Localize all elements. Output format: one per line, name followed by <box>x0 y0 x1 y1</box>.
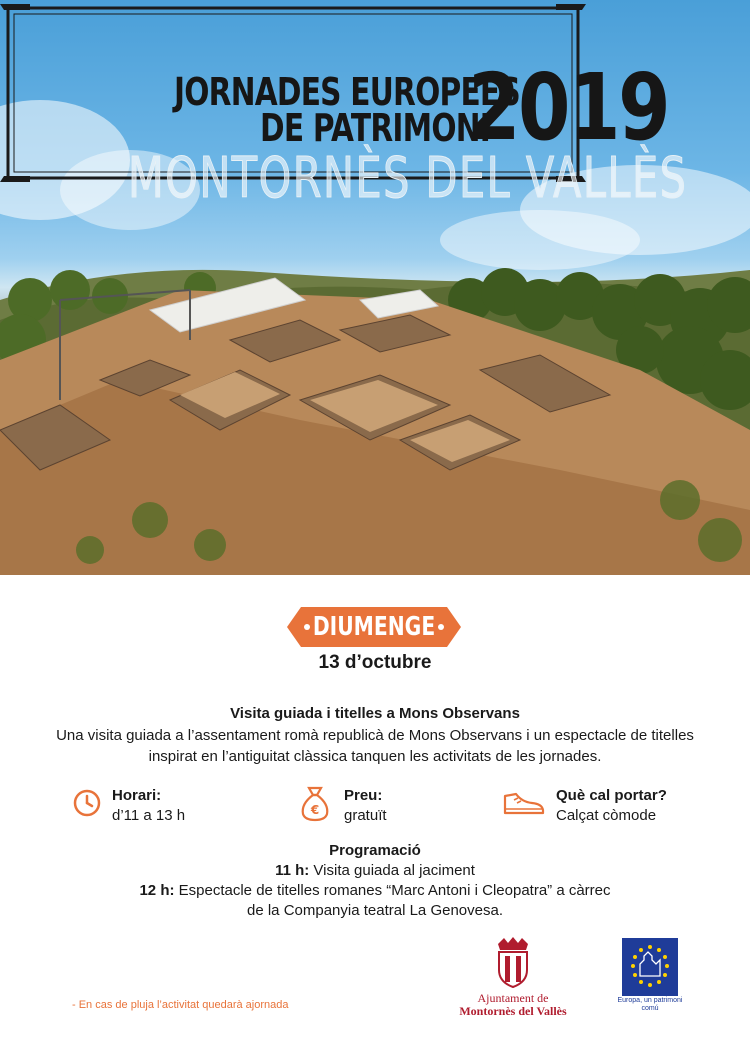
program-item-text: Visita guiada al jaciment <box>309 862 475 879</box>
program-item-text: Espectacle de titelles romanes “Marc Antoni i Cleopatra” a càrrec <box>174 882 611 899</box>
bring-info <box>556 786 667 826</box>
shoe-icon <box>502 790 546 816</box>
event-date: 13 d’octubre <box>318 652 432 673</box>
council-coat-of-arms-icon <box>494 936 532 988</box>
event-title: Visita guiada i titelles a Mons Observans <box>230 705 520 722</box>
clock-icon <box>72 788 102 818</box>
header-line-2: DE PATRIMONI <box>260 106 491 150</box>
day-label: DIUMENGE <box>312 612 436 642</box>
program-item <box>0 901 750 921</box>
schedule-label: Horari: <box>112 787 162 804</box>
program-item-time: 11 h: <box>275 862 310 879</box>
program-title: Programació <box>329 842 421 859</box>
eu-caption: Europa, un patrimoni comú <box>617 997 683 1012</box>
schedule-info <box>112 786 185 826</box>
event-description: Una visita guiada a l’assentament romà republicà de Mons Observans i un espectacle de titelles inspirat en l’antiguitat clàssica tanquen les activitats de les jornades. <box>56 727 694 765</box>
program-item <box>0 881 750 901</box>
header-town: MONTORNÈS DEL VALLÈS <box>128 146 688 211</box>
council-name-line-2: Montornès del Vallès <box>459 1004 567 1018</box>
price-info <box>344 786 387 826</box>
bring-value: Calçat còmode <box>556 807 657 824</box>
rain-note: - En cas de pluja l’activitat quedarà ajornada <box>72 999 289 1011</box>
bring-label: Què cal portar? <box>556 787 667 804</box>
program-item <box>0 861 750 881</box>
money-bag-icon <box>298 784 332 822</box>
header-year: 2019 <box>468 54 669 161</box>
header-line-1: JORNADES EUROPEES <box>174 70 520 114</box>
svg-text:€: € <box>310 803 320 817</box>
eu-heritage-logo <box>622 938 678 996</box>
price-label: Preu: <box>344 787 383 804</box>
schedule-value: d’11 a 13 h <box>112 807 186 824</box>
eu-stars-icon <box>622 938 678 996</box>
price-value: gratuït <box>344 807 387 824</box>
program-item-time: 12 h: <box>139 882 175 899</box>
council-name-line-1: Ajuntament de <box>477 991 549 1005</box>
program-item-text: de la Companyia teatral La Genovesa. <box>247 902 503 919</box>
